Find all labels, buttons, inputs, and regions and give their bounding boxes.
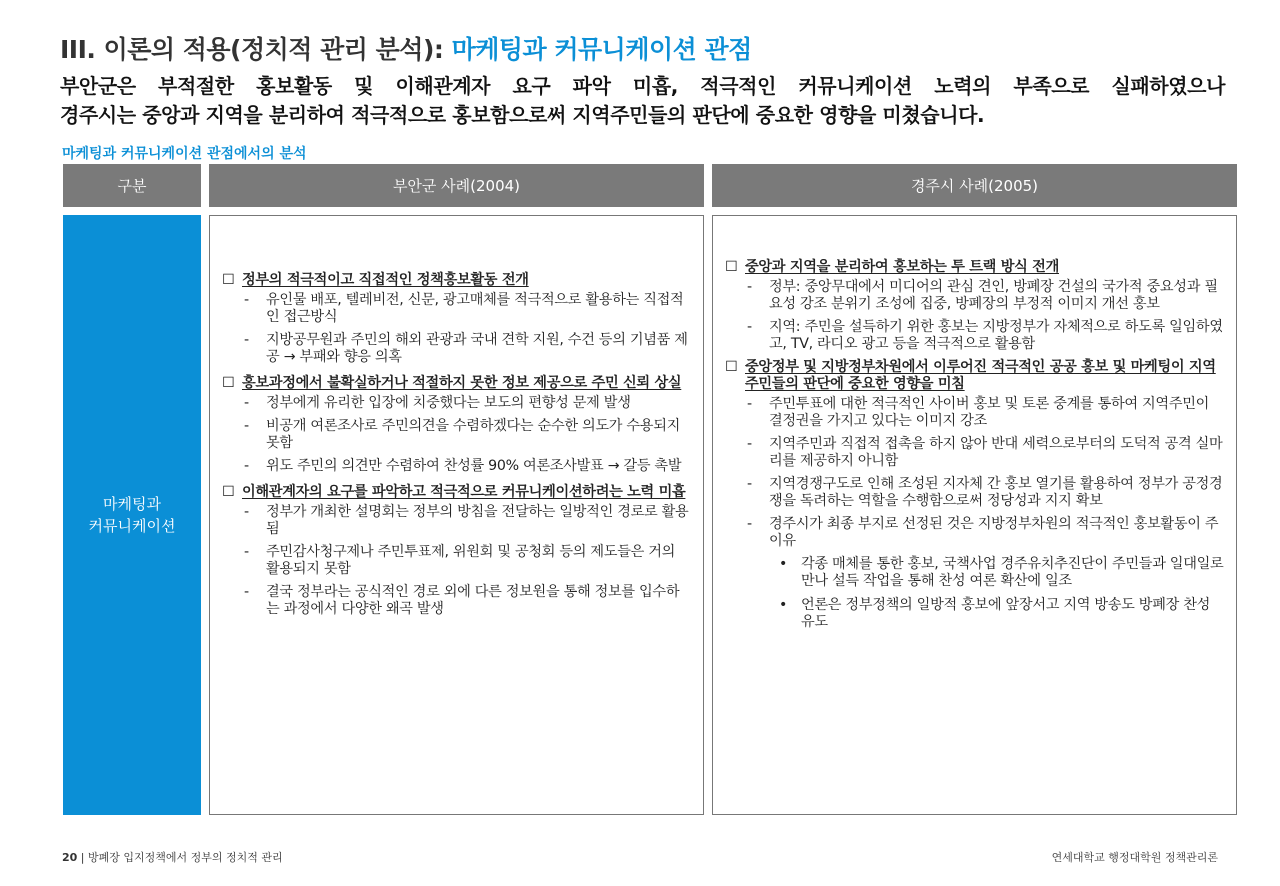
buan-case-cell (209, 215, 704, 815)
dash-marker: - (244, 332, 249, 348)
checkbox-icon: ☐ (725, 259, 738, 275)
dash-marker: - (747, 396, 752, 412)
checkbox-icon: ☐ (222, 375, 235, 391)
checkbox-icon: ☐ (222, 272, 235, 288)
dash-marker: - (244, 395, 249, 411)
dash-marker: - (244, 544, 249, 560)
dash-marker: - (244, 292, 249, 308)
footer-section-title: 방폐장 입지정책에서 정부의 정치적 관리 (88, 851, 283, 864)
checkbox-icon: ☐ (725, 359, 738, 375)
header-category: 구분 (63, 164, 201, 207)
heading-text: 홍보과정에서 불확실하거나 적절하지 못한 정보 제공으로 주민 신뢰 상실 (242, 375, 682, 391)
bullet-marker: • (779, 556, 788, 572)
heading-text: 중앙과 지역을 분리하여 홍보하는 투 트랙 방식 전개 (745, 259, 1059, 275)
sub-bullet-item (779, 597, 1224, 631)
sub-bullet-item (779, 556, 1224, 590)
gyeongju-heading-1 (725, 259, 1224, 276)
dash-marker: - (747, 436, 752, 452)
list-item-text: 지역주민과 직접적 접촉을 하지 않아 반대 세력으로부터의 도덕적 공격 실마리를 제공하지 아니함 (769, 436, 1223, 469)
list-item-text: 주민감사청구제나 주민투표제, 위원회 및 공청회 등의 제도들은 거의 활용되지 못함 (266, 544, 676, 577)
list-item-text: 결국 정부라는 공식적인 경로 외에 다른 정보원을 통해 정보를 입수하는 과정에서 다양한 왜곡 발생 (266, 584, 680, 617)
dash-marker: - (747, 476, 752, 492)
list-item-text: 주민투표에 대한 적극적인 사이버 홍보 및 토론 중계를 통하여 지역주민이 결정권을 가지고 있다는 이미지 강조 (769, 396, 1210, 429)
sub-bullet-text: 각종 매체를 통한 홍보, 국책사업 경주유치추진단이 주민들과 일대일로 만나 설득 작업을 통해 찬성 여론 확산에 일조 (801, 556, 1224, 589)
buan-heading-2 (222, 375, 691, 392)
list-item-text: 지역경쟁구도로 인해 조성된 지자체 간 홍보 열기를 활용하여 정부가 공정경쟁을 독려하는 역할을 수행함으로써 정당성과 지지 확보 (769, 476, 1223, 509)
list-item-text: 유인물 배포, 텔레비전, 신문, 광고매체를 적극적으로 활용하는 직접적인 접근방식 (266, 292, 684, 325)
list-item (747, 436, 1224, 470)
list-item (244, 504, 691, 538)
gyeongju-heading-2 (725, 359, 1224, 393)
list-item (747, 279, 1224, 313)
dash-marker: - (747, 516, 752, 532)
header-buan-case: 부안군 사례(2004) (209, 164, 704, 207)
dash-marker: - (747, 279, 752, 295)
buan-heading-3 (222, 484, 691, 501)
row-label-line-1: 마케팅과 (103, 495, 161, 513)
list-item (244, 584, 691, 618)
list-item (244, 292, 691, 326)
list-item (244, 544, 691, 578)
list-item-text: 위도 주민의 의견만 수렴하여 찬성률 90% 여론조사발표 → 갈등 촉발 (266, 458, 682, 474)
list-item (244, 418, 691, 452)
page-title-accent: 마케팅과 커뮤니케이션 관점 (451, 35, 752, 64)
sub-bullet-text: 언론은 정부정책의 일방적 홍보에 앞장서고 지역 방송도 방폐장 찬성 유도 (801, 597, 1211, 630)
dash-marker: - (747, 319, 752, 335)
table-subtitle: 마케팅과 커뮤니케이션 관점에서의 분석 (62, 146, 307, 162)
buan-heading-1 (222, 272, 691, 289)
page-title-prefix: III. 이론의 적용(정치적 관리 분석): (60, 35, 452, 64)
heading-text: 이해관계자의 요구를 파악하고 적극적으로 커뮤니케이션하려는 노력 미흡 (242, 484, 686, 500)
summary-line-1: 부안군은 부적절한 홍보활동 및 이해관계자 요구 파악 미흡, 적극적인 커뮤니케이션 노력의 부족으로 실패하였으나 (60, 74, 1225, 98)
dash-marker: - (244, 458, 249, 474)
summary-statement (60, 72, 1225, 130)
dash-marker: - (244, 504, 249, 520)
dash-marker: - (244, 418, 249, 434)
list-item-text: 경주시가 최종 부지로 선정된 것은 지방정부차원의 적극적인 홍보활동이 주 이유 (769, 516, 1219, 549)
list-item (244, 458, 691, 475)
list-item-text: 정부: 중앙무대에서 미디어의 관심 견인, 방폐장 건설의 국가적 중요성과 필요성 강조 분위기 조성에 집중, 방폐장의 부정적 이미지 개선 홍보 (769, 279, 1218, 312)
list-item (747, 319, 1224, 353)
list-item (747, 396, 1224, 430)
list-item-text: 지역: 주민을 설득하기 위한 홍보는 지방정부가 자체적으로 하도록 일임하였고, TV, 라디오 광고 등을 적극적으로 활용함 (769, 319, 1223, 352)
list-item-text: 지방공무원과 주민의 해외 관광과 국내 견학 지원, 수건 등의 기념품 제공 → 부패와 향응 의혹 (266, 332, 688, 365)
checkbox-icon: ☐ (222, 484, 235, 500)
list-item-text: 정부에게 유리한 입장에 치중했다는 보도의 편향성 문제 발생 (266, 395, 631, 411)
page-number: 20 (62, 851, 78, 864)
dash-marker: - (244, 584, 249, 600)
list-item (747, 516, 1224, 550)
list-item-text: 정부가 개최한 설명회는 정부의 방침을 전달하는 일방적인 경로로 활용됨 (266, 504, 689, 537)
list-item (244, 395, 691, 412)
row-label-marketing-communication (63, 215, 201, 815)
row-label-line-2: 커뮤니케이션 (88, 517, 176, 535)
gyeongju-case-cell (712, 215, 1237, 815)
header-gyeongju-case: 경주시 사례(2005) (712, 164, 1237, 207)
page-title (60, 30, 752, 66)
heading-text: 정부의 적극적이고 직접적인 정책홍보활동 전개 (242, 272, 529, 288)
footer-course-name: 연세대학교 행정대학원 정책관리론 (1051, 851, 1218, 864)
list-item (244, 332, 691, 366)
summary-line-2: 경주시는 중앙과 지역을 분리하여 적극적으로 홍보함으로써 지역주민들의 판단에 중요한 영향을 미쳤습니다. (60, 103, 985, 127)
bullet-marker: • (779, 597, 788, 613)
list-item (747, 476, 1224, 510)
list-item-text: 비공개 여론조사로 주민의견을 수렴하겠다는 순수한 의도가 수용되지 못함 (266, 418, 681, 451)
heading-text: 중앙정부 및 지방정부차원에서 이루어진 적극적인 공공 홍보 및 마케팅이 지역주민들의 판단에 중요한 영향을 미침 (745, 359, 1216, 392)
footer-left: 20 | 방폐장 입지정책에서 정부의 정치적 관리 (62, 851, 283, 864)
